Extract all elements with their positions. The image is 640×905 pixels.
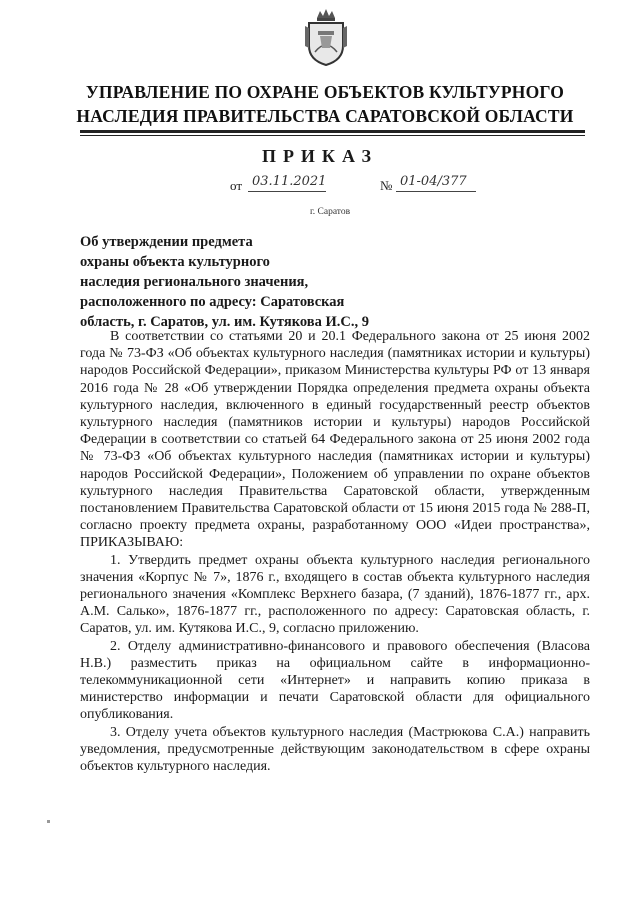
- coat-of-arms-icon: [303, 8, 349, 66]
- city: г. Саратов: [309, 207, 351, 217]
- org-line-1: УПРАВЛЕНИЕ ПО ОХРАНЕ ОБЪЕКТОВ КУЛЬТУРНОГО: [85, 82, 565, 102]
- document-type: ПРИКАЗ: [261, 146, 379, 166]
- header-divider-thin: [80, 135, 585, 136]
- document-body: [80, 328, 590, 775]
- scan-dot: [47, 820, 50, 823]
- order-item-2: 2. Отделу административно-финансового и правового обеспечения (Власова Н.В.) разместить приказ на официальном сайте в информационно-телекоммуникационной сети «Интернет» и направить копию приказа в министерство информации и печати Саратовской области для официального опубликования.: [80, 638, 590, 723]
- subject-line: охраны объекта культурного: [80, 254, 270, 270]
- org-line-2: НАСЛЕДИЯ ПРАВИТЕЛЬСТВА САРАТОВСКОЙ ОБЛАСТИ: [76, 106, 574, 126]
- document-subject: [80, 232, 400, 332]
- order-item-1: 1. Утвердить предмет охраны объекта культурного наследия регионального значения «Корпус № 7», 1876 г., входящего в состав объекта культурного наследия регионального значения «Комплекс Верхнего базара, (7 зданий), 1876-1877 гг., арх. А.М. Салько», 1876-1877 гг., расположенного по адресу: Саратовская область, г. Саратов, ул. им. Кутякова И.С., 9, согласно приложению.: [80, 552, 590, 637]
- subject-line: расположенного по адресу: Саратовская: [80, 294, 345, 310]
- date-label: от: [230, 178, 243, 193]
- order-item-3: 3. Отделу учета объектов культурного наследия (Мастрюкова С.А.) направить уведомления, предусмотренные действующим законодательством в сфере охраны объектов культурного наследия.: [80, 724, 590, 775]
- preamble-paragraph: В соответствии со статьями 20 и 20.1 Федерального закона от 25 июня 2002 года № 73-ФЗ «Об объектах культурного наследия (памятниках истории и культуры) народов Российской Федерации», приказом Министерства культуры РФ от 13 января 2016 года № 28 «Об утверждении Порядка определения предмета охраны объекта культурного наследия, включенного в единый государственный реестр объектов культурного наследия (памятников истории и культуры) народов Российской Федерации в соответствии со статьей 64 Федерального закона от 25 июня 2002 года № 73-ФЗ «Об объектах культурного наследия (памятниках истории и культуры) народов Российской Федерации», Положением об управлении по охране объектов культурного наследия Правительства Саратовской области, утвержденным постановлением Правительства Саратовской области от 15 июня 2015 года № 288-П, согласно проекту предмета охраны, разработанному ООО «Идеи пространства», ПРИКАЗЫВАЮ:: [80, 329, 590, 551]
- subject-line: область, г. Саратов, ул. им. Кутякова И.С., 9: [80, 314, 369, 330]
- subject-line: Об утверждении предмета: [80, 234, 253, 250]
- number-label: №: [380, 178, 393, 193]
- number-value: 01-04/377: [396, 173, 476, 192]
- date-value: 03.11.2021: [248, 173, 326, 192]
- date-number-line: [230, 175, 490, 197]
- header-divider-thick: [80, 130, 585, 133]
- subject-line: наследия регионального значения,: [80, 274, 309, 290]
- organization-name: [60, 80, 590, 128]
